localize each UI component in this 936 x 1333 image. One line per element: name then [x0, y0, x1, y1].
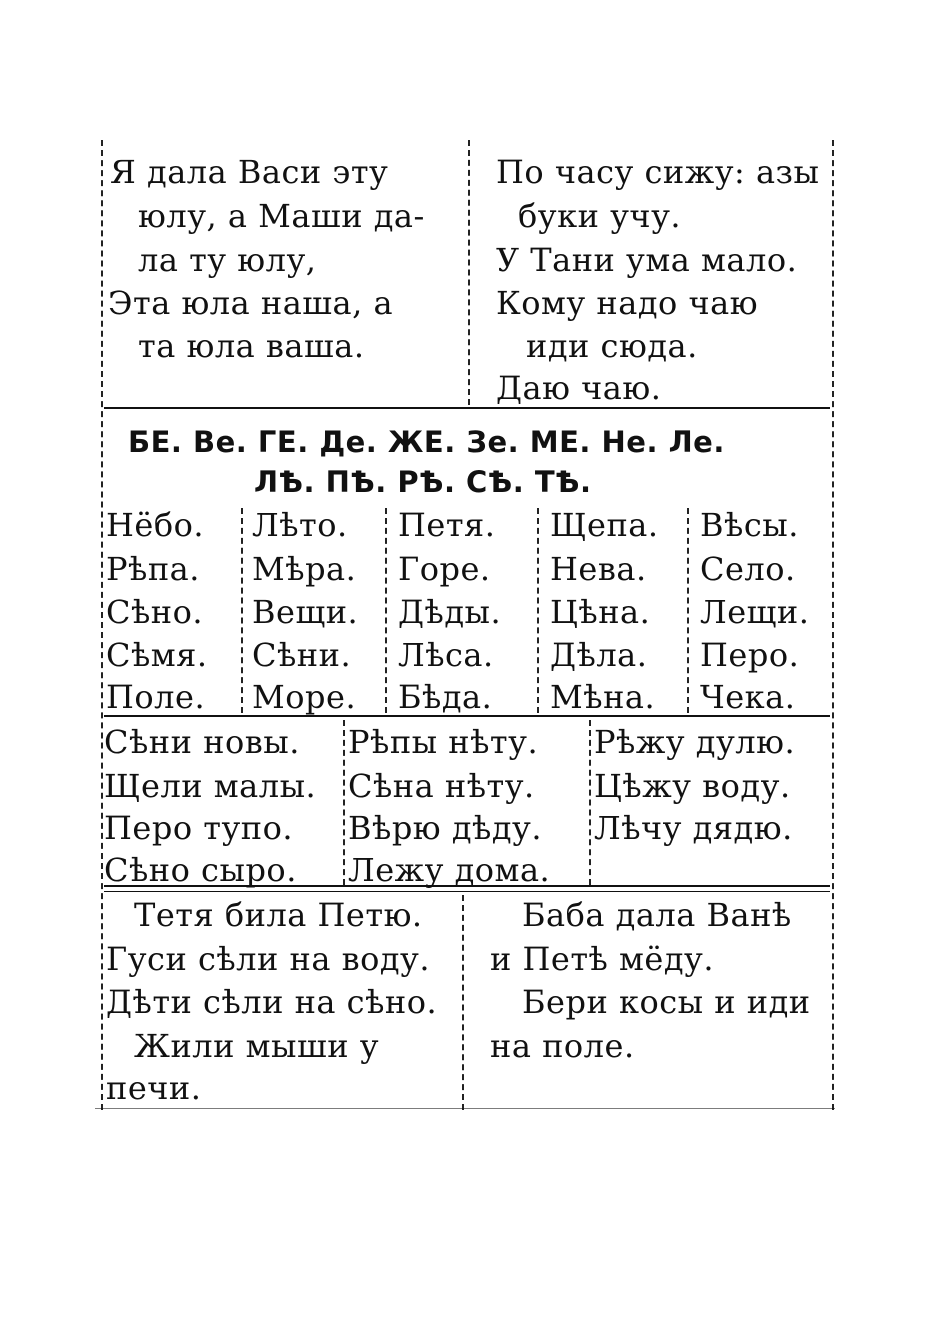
- section1-right-line-6: Даю чаю.: [496, 369, 662, 407]
- section3-divider-2: [589, 720, 591, 885]
- section2-divider-1: [241, 508, 243, 713]
- section1-right-line-2: буки учу.: [518, 197, 682, 235]
- word-cell: Лѣто.: [252, 506, 348, 544]
- sentence-cell: Сѣни новы.: [104, 723, 300, 761]
- word-cell: Перо.: [700, 636, 800, 674]
- word-cell: Бѣда.: [398, 678, 493, 716]
- word-cell: Дѣды.: [398, 593, 502, 631]
- section1-right-line-1: По часу сижу: азы: [496, 153, 820, 191]
- section4-right-line-2: и Петѣ мёду.: [490, 940, 715, 978]
- section1-left-line-3: ла ту юлу,: [138, 241, 317, 279]
- section2-divider-3: [537, 508, 539, 713]
- word-cell: Море.: [252, 678, 357, 716]
- section4-right-line-4: на поле.: [490, 1027, 635, 1065]
- left-border-line: [101, 140, 103, 1110]
- word-cell: Дѣла.: [550, 636, 648, 674]
- section4-right-line-3: Бери косы и иди: [522, 983, 811, 1021]
- word-cell: Сѣни.: [252, 636, 352, 674]
- word-cell: Лѣса.: [398, 636, 494, 674]
- section1-right-line-3: У Тани ума мало.: [496, 241, 798, 279]
- right-border-line: [832, 140, 834, 1110]
- section3-divider-1: [343, 720, 345, 885]
- word-cell: Мѣна.: [550, 678, 656, 716]
- page-bottom-rule: [95, 1108, 835, 1109]
- word-cell: Нёбо.: [106, 506, 205, 544]
- section1-left-line-5: та юла ваша.: [138, 327, 365, 365]
- word-cell: Поле.: [106, 678, 206, 716]
- section4-divider: [462, 895, 464, 1110]
- word-cell: Петя.: [398, 506, 496, 544]
- word-cell: Нева.: [550, 550, 647, 588]
- section2-divider-4: [687, 508, 689, 713]
- section4-right-line-1: Баба дала Ванѣ: [522, 896, 792, 934]
- section1-right-line-5: иди сюда.: [526, 327, 698, 365]
- section4-left-line-3: Дѣти сѣли на сѣно.: [106, 983, 438, 1021]
- section1-left-line-1: Я дала Васи эту: [110, 153, 389, 191]
- sentence-cell: Рѣжу дулю.: [594, 723, 796, 761]
- section1-right-line-4: Кому надо чаю: [496, 284, 759, 322]
- word-cell: Вещи.: [252, 593, 359, 631]
- sentence-cell: Лѣчу дядю.: [594, 809, 793, 847]
- section1-left-line-2: юлу, а Маши да-: [138, 197, 425, 235]
- word-cell: Сѣно.: [106, 593, 204, 631]
- section1-bottom-rule: [104, 407, 830, 409]
- word-cell: Лещи.: [700, 593, 810, 631]
- sentence-cell: Лежу дома.: [348, 851, 551, 889]
- section4-left-line-5: печи.: [106, 1069, 202, 1107]
- word-cell: Рѣпа.: [106, 550, 200, 588]
- section3-bottom-rule-b: [104, 891, 830, 892]
- sentence-cell: Рѣпы нѣту.: [348, 723, 539, 761]
- section4-left-line-2: Гуси сѣли на воду.: [106, 940, 431, 978]
- word-cell: Сѣмя.: [106, 636, 208, 674]
- section1-left-line-4: Эта юла наша, а: [108, 284, 394, 322]
- sentence-cell: Цѣжу воду.: [594, 767, 791, 805]
- section4-left-line-1: Тетя била Петю.: [134, 896, 423, 934]
- sentence-cell: Сѣно сыро.: [104, 851, 297, 889]
- sentence-cell: Щели малы.: [104, 767, 317, 805]
- syllables-line-2: ЛѢ. ПѢ. РѢ. СѢ. ТѢ.: [254, 465, 592, 499]
- section4-left-line-4: Жили мыши у: [134, 1027, 380, 1065]
- word-cell: Горе.: [398, 550, 491, 588]
- sentence-cell: Вѣрю дѣду.: [348, 809, 543, 847]
- word-cell: Мѣра.: [252, 550, 357, 588]
- word-cell: Чека.: [700, 678, 796, 716]
- word-cell: Село.: [700, 550, 796, 588]
- word-cell: Цѣна.: [550, 593, 651, 631]
- sentence-cell: Перо тупо.: [104, 809, 294, 847]
- word-cell: Вѣсы.: [700, 506, 799, 544]
- section1-divider: [468, 140, 470, 405]
- word-cell: Щепа.: [550, 506, 659, 544]
- sentence-cell: Сѣна нѣту.: [348, 767, 535, 805]
- section2-divider-2: [385, 508, 387, 713]
- syllables-line-1: БЕ. Ве. ГЕ. Де. ЖЕ. Зе. МЕ. Не. Ле.: [128, 425, 725, 459]
